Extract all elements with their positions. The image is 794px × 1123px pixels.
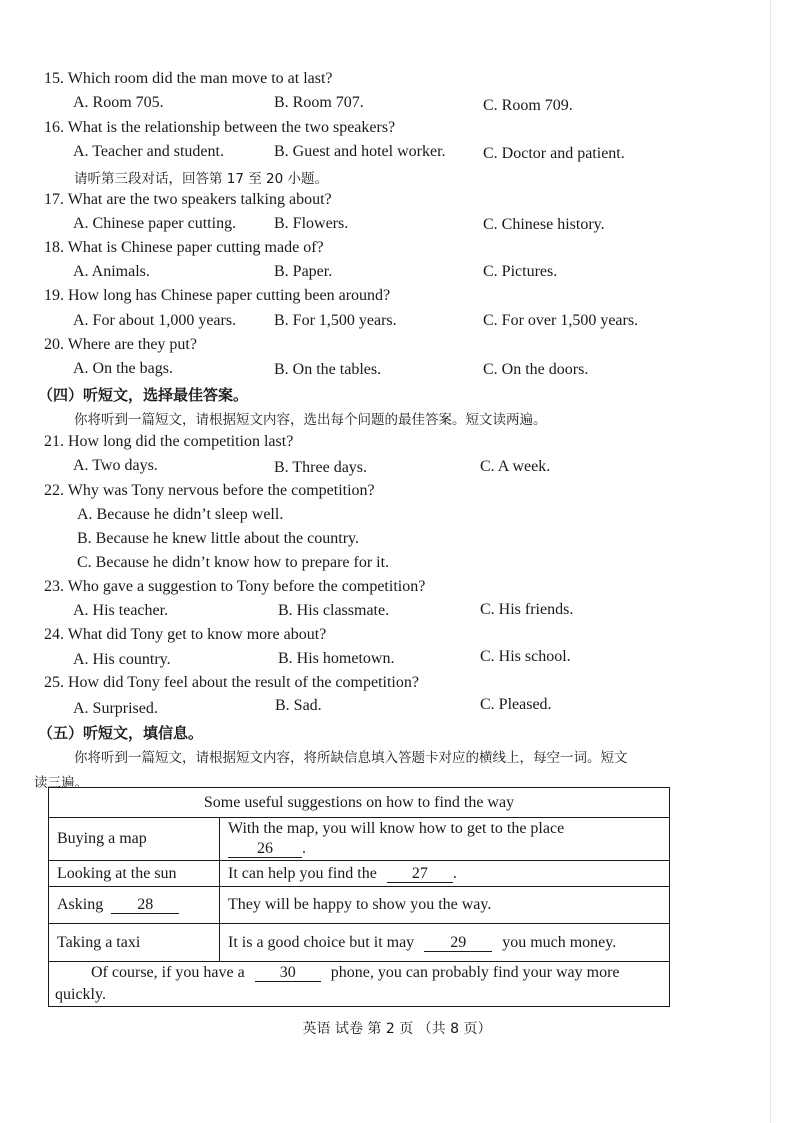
section5-instruction-line1: 你将听到一篇短文，请根据短文内容，将所缺信息填入答题卡对应的横线上，每空一词。短文 (74, 750, 628, 766)
option-22a: A. Because he didn’t sleep well. (77, 506, 284, 523)
question-18: 18. What is Chinese paper cutting made of? (44, 239, 324, 256)
option-16a: A. Teacher and student. (73, 143, 224, 160)
question-20: 20. Where are they put? (44, 336, 197, 353)
table-title: Some useful suggestions on how to find the way (49, 788, 670, 818)
question-15: 15. Which room did the man move to at last? (44, 70, 333, 87)
page-footer: 英语 试卷 第 2 页 （共 8 页） (302, 1021, 492, 1037)
option-19a: A. For about 1,000 years. (73, 312, 237, 329)
section5-heading: （五）听短文，填信息。 (38, 724, 204, 742)
option-25c: C. Pleased. (480, 696, 552, 713)
option-25b: B. Sad. (275, 697, 322, 714)
blank-26: 26 (228, 841, 302, 858)
row1-end: . (302, 840, 306, 857)
option-15c: C. Room 709. (483, 97, 573, 114)
option-17c: C. Chinese history. (483, 216, 605, 233)
bottom-text-line2: quickly. (55, 986, 106, 1003)
option-21c: C. A week. (480, 458, 551, 475)
option-19c: C. For over 1,500 years. (483, 312, 639, 329)
option-24c: C. His school. (480, 648, 571, 665)
table-bottom-note (49, 962, 670, 1007)
row2-label: Looking at the sun (49, 861, 220, 887)
row1-label: Buying a map (49, 818, 220, 861)
row4-label: Taking a taxi (49, 924, 220, 962)
row2-content (220, 861, 670, 887)
option-20a: A. On the bags. (73, 360, 173, 377)
row1-text: With the map, you will know how to get to the place (228, 820, 565, 837)
option-18a: A. Animals. (73, 263, 150, 280)
row2-text: It can help you find the (228, 864, 377, 882)
option-17b: B. Flowers. (274, 215, 349, 232)
option-16b: B. Guest and hotel worker. (274, 143, 446, 160)
option-24b: B. His hometown. (278, 650, 395, 667)
question-17: 17. What are the two speakers talking about? (44, 191, 332, 208)
row4-content (220, 924, 670, 962)
row1-content (220, 818, 670, 861)
blank-28: 28 (111, 897, 179, 914)
option-18b: B. Paper. (274, 263, 333, 280)
option-18c: C. Pictures. (483, 263, 558, 280)
option-23a: A. His teacher. (73, 602, 169, 619)
question-25: 25. How did Tony feel about the result of the competition? (44, 674, 419, 691)
blank-30: 30 (255, 965, 321, 982)
option-15b: B. Room 707. (274, 94, 364, 111)
option-23b: B. His classmate. (278, 602, 390, 619)
option-23c: C. His friends. (480, 601, 574, 618)
option-25a: A. Surprised. (73, 700, 158, 717)
question-22: 22. Why was Tony nervous before the competition? (44, 482, 375, 499)
part3-instruction: 请听第三段对话，回答第 17 至 20 小题。 (74, 171, 329, 187)
option-15a: A. Room 705. (73, 94, 164, 111)
question-19: 19. How long has Chinese paper cutting been around? (44, 287, 391, 304)
row3-label (49, 887, 220, 924)
option-19b: B. For 1,500 years. (274, 312, 397, 329)
question-23: 23. Who gave a suggestion to Tony before the competition? (44, 578, 426, 595)
question-16: 16. What is the relationship between the two speakers? (44, 119, 396, 136)
row3-label-text: Asking (57, 896, 104, 913)
section4-instruction: 你将听到一篇短文，请根据短文内容，选出每个问题的最佳答案。短文读两遍。 (74, 412, 547, 428)
option-16c: C. Doctor and patient. (483, 145, 625, 162)
row4-end: you much money. (502, 933, 617, 951)
question-24: 24. What did Tony get to know more about? (44, 626, 327, 643)
option-20c: C. On the doors. (483, 361, 589, 378)
option-20b: B. On the tables. (274, 361, 382, 378)
bottom-text-post: phone, you can probably find your way more (330, 964, 620, 981)
option-22b: B. Because he knew little about the country. (77, 530, 359, 547)
scan-edge-line (770, 0, 771, 1123)
option-24a: A. His country. (73, 651, 171, 668)
row4-text: It is a good choice but it may (228, 933, 415, 951)
suggestions-table (48, 787, 670, 1007)
option-21b: B. Three days. (274, 459, 368, 476)
option-22c: C. Because he didn’t know how to prepare for it. (77, 554, 390, 571)
section4-heading: （四）听短文，选择最佳答案。 (38, 386, 249, 404)
option-21a: A. Two days. (73, 457, 158, 474)
row2-end: . (452, 864, 457, 882)
blank-29: 29 (424, 935, 492, 952)
option-17a: A. Chinese paper cutting. (73, 215, 237, 232)
blank-27: 27 (387, 866, 453, 883)
section5-instruction-line2: 读三遍。 (34, 775, 88, 791)
question-21: 21. How long did the competition last? (44, 433, 294, 450)
row3-text: They will be happy to show you the way. (220, 887, 670, 924)
bottom-text-pre: Of course, if you have a (91, 964, 245, 981)
